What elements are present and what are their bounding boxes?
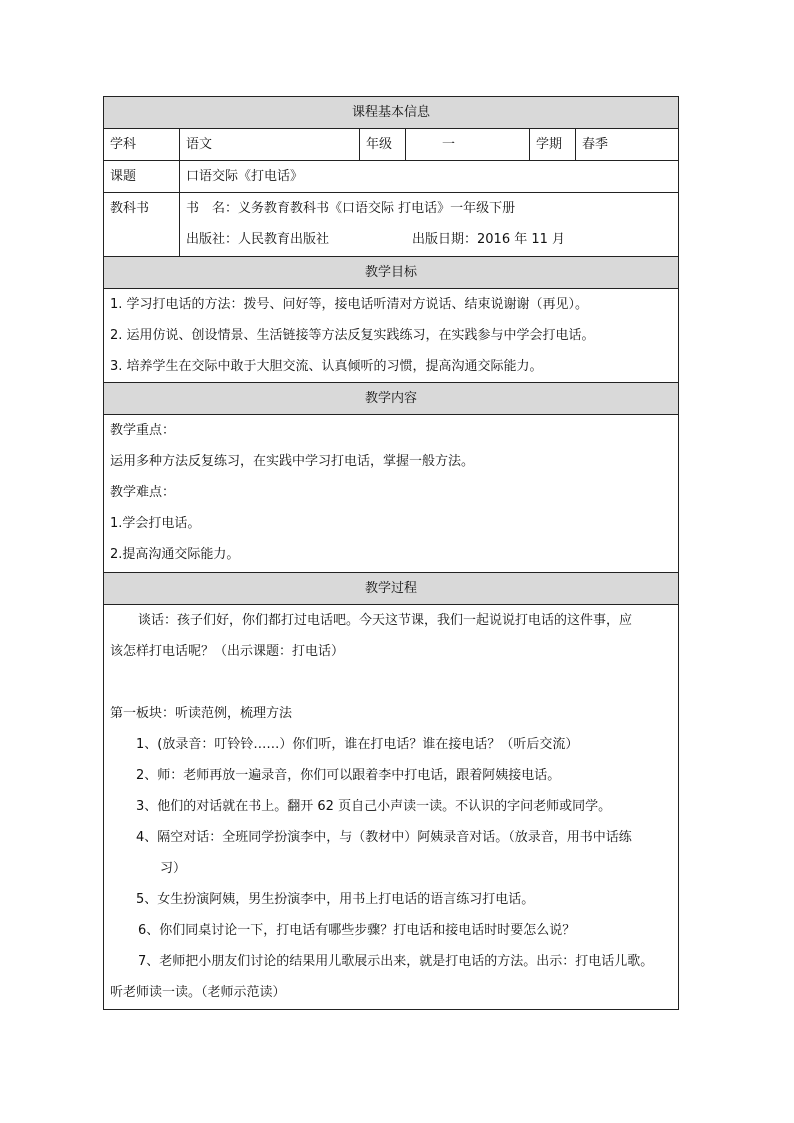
subject-label: 学科 [104, 129, 180, 160]
step-item-continued: 习） [160, 861, 187, 876]
intro-text: 谈话：孩子们好，你们都打过电话吧。今天这节课，我们一起说说打电话的这件事，应 [138, 613, 633, 628]
step-item: 5、女生扮演阿姨，男生扮演李中，用书上打电话的语言练习打电话。 [136, 892, 535, 907]
step-item: 6、你们同桌讨论一下，打电话有哪些步骤？打电话和接电话时时要怎么说？ [138, 923, 576, 938]
objectives-body [104, 289, 678, 383]
book-name: 书 名：义务教育教科书《口语交际 打电话》一年级下册 [186, 201, 516, 216]
objective-item: 3. 培养学生在交际中敢于大胆交流、认真倾听的习惯，提高沟通交际能力。 [110, 359, 543, 374]
subject-value: 语文 [180, 129, 360, 160]
term-value: 春季 [582, 137, 609, 152]
objective-item: 1. 学习打电话的方法：拨号、问好等，接电话听清对方说话、结束说谢谢（再见）。 [110, 297, 589, 312]
topic-row [104, 161, 678, 193]
lesson-plan-table [103, 96, 679, 1010]
objective-item: 2. 运用仿说、创设情景、生活链接等方法反复实践练习，在实践参与中学会打电话。 [110, 328, 595, 343]
step-item: 2、师：老师再放一遍录音，你们可以跟着李中打电话，跟着阿姨接电话。 [136, 768, 561, 783]
section-title: 课程基本信息 [351, 105, 430, 120]
publisher: 出版社：人民教育出版社 [186, 232, 330, 247]
term-label: 学期 [530, 129, 576, 160]
intro-text: 该怎样打电话呢？（出示课题：打电话） [110, 644, 345, 659]
step-item: 1、(放录音：叮铃铃……）你们听，谁在打电话？谁在接电话？（听后交流） [136, 737, 579, 752]
textbook-row [104, 193, 678, 257]
section-title: 教学目标 [364, 265, 417, 280]
grade-label: 年级 [360, 129, 406, 160]
step-item-continued: 听老师读一读。（老师示范读） [110, 985, 286, 1000]
section-title: 教学内容 [364, 391, 417, 406]
topic-label: 课题 [104, 161, 180, 192]
difficulty-item: 2.提高沟通交际能力。 [110, 547, 240, 562]
topic-value: 口语交际《打电话》 [186, 169, 304, 184]
content-body [104, 415, 678, 573]
subject-row [104, 129, 678, 161]
step-item: 7、老师把小朋友们讨论的结果用儿歌展示出来，就是打电话的方法。出示：打电话儿歌。 [138, 954, 654, 969]
textbook-details [180, 193, 678, 256]
section-header-content [104, 383, 678, 415]
section-title: 教学过程 [364, 581, 417, 596]
section-header-objectives [104, 257, 678, 289]
step-item: 4、隔空对话：全班同学扮演李中，与（教材中）阿姨录音对话。（放录音，用书中话练 [136, 830, 632, 845]
publish-date: 出版日期：2016 年 11 月 [412, 232, 566, 247]
difficulty-label: 教学难点： [110, 485, 176, 500]
process-body [104, 605, 678, 1009]
section-header-basic-info [104, 97, 678, 129]
difficulty-item: 1.学会打电话。 [110, 516, 201, 531]
step-item: 3、他们的对话就在书上。翻开 62 页自己小声读一读。不认识的字问老师或同学。 [136, 799, 612, 814]
key-point-text: 运用多种方法反复练习，在实践中学习打电话，掌握一般方法。 [110, 454, 475, 469]
block-title: 第一板块：听读范例，梳理方法 [110, 706, 293, 721]
textbook-label: 教科书 [104, 193, 180, 256]
grade-value: 一 [406, 129, 530, 160]
section-header-process [104, 573, 678, 605]
key-point-label: 教学重点： [110, 423, 176, 438]
